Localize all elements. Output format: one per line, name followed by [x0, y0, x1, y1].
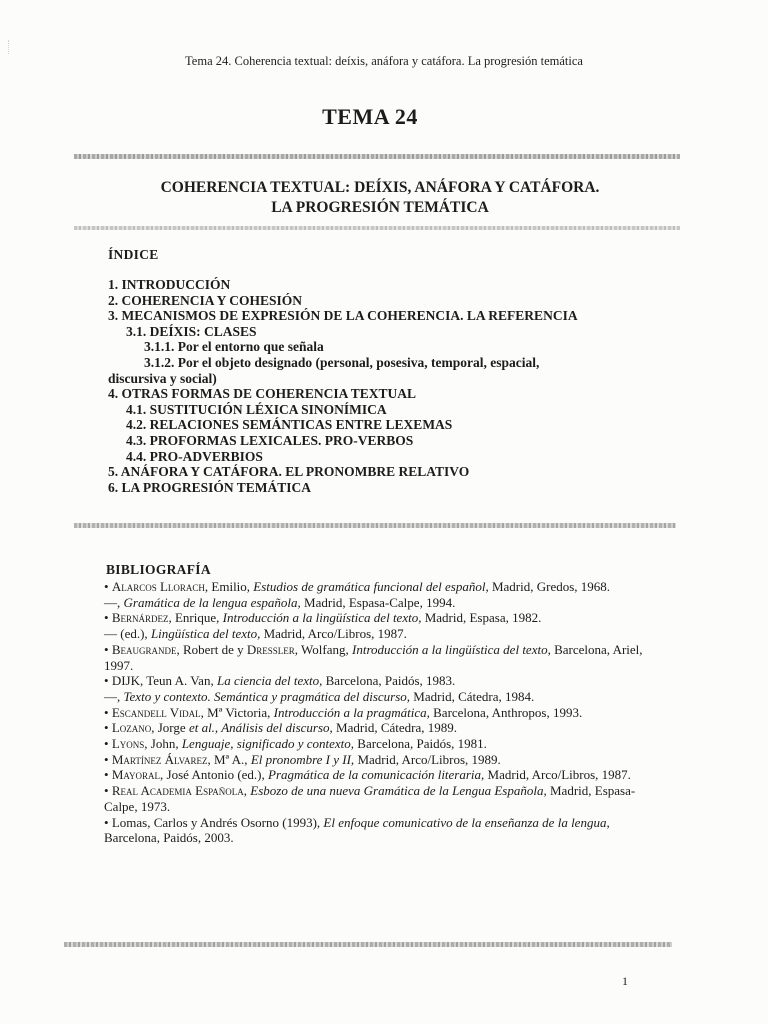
indice-heading: ÍNDICE — [108, 247, 159, 262]
entry-publisher: Barcelona, Anthropos, 1993. — [429, 704, 583, 720]
toc-item: 5. ANÁFORA Y CATÁFORA. EL PRONOMBRE RELATIVO — [108, 464, 470, 480]
entry-text: , Mª Victoria, — [200, 704, 274, 720]
bibliography-entry — [104, 752, 660, 768]
divider-rule — [74, 523, 676, 528]
entry-author: Dressler — [246, 641, 295, 657]
entry-publisher: Barcelona, Paidós, 1981. — [354, 736, 487, 752]
entry-publisher: Madrid, Arco/Libros, 1987. — [260, 626, 407, 642]
bibliography-entry — [104, 610, 660, 626]
entry-publisher: Madrid, Cátedra, 1984. — [410, 688, 535, 704]
entry-lead: • — [104, 579, 112, 594]
bibliography-entry — [104, 626, 660, 642]
main-heading — [80, 178, 680, 218]
entry-text: , Robert de y — [176, 641, 247, 657]
running-head: Tema 24. Coherencia textual: deíxis, anáfora y catáfora. La progresión temática — [185, 54, 583, 68]
bibliografia-heading: BIBLIOGRAFÍA — [106, 562, 211, 577]
page-number: 1 — [622, 974, 628, 988]
bibliography-entry — [104, 767, 660, 783]
entry-title: Gramática de la lengua española, — [123, 594, 301, 610]
entry-title: Estudios de gramática funcional del español, — [253, 579, 489, 594]
entry-lead: • — [104, 767, 112, 783]
bibliography-entry — [104, 705, 660, 721]
entry-text: , Jorge — [151, 720, 189, 736]
entry-text: , Emilio, — [204, 579, 254, 594]
entry-text: Lomas, Carlos y Andrés Osorno (1993), — [111, 814, 324, 830]
toc-item: 4.4. PRO-ADVERBIOS — [126, 448, 263, 464]
bibliography-entry — [104, 720, 660, 736]
entry-publisher: Barcelona, Paidós, 1983. — [322, 673, 456, 689]
bibliography-entry — [104, 815, 660, 846]
divider-rule — [64, 942, 672, 947]
entry-title: Pragmática de la comunicación literaria, — [268, 767, 485, 783]
entry-author: Martínez Álvarez — [111, 751, 208, 767]
entry-lead: —, — [104, 594, 124, 610]
table-of-contents — [108, 277, 678, 495]
entry-title: Esbozo de una nueva Gramática de la Lengua Española, — [250, 783, 547, 799]
entry-lead: • — [104, 641, 112, 657]
bibliography-entry — [104, 579, 660, 595]
bibliography-entry — [104, 595, 660, 611]
divider-rule — [74, 154, 680, 159]
entry-lead: — (ed.), — [104, 626, 151, 642]
entry-lead: • — [104, 736, 112, 752]
entry-text: , Enrique, — [168, 610, 223, 626]
entry-title: El enfoque comunicativo de la enseñanza de la lengua, — [323, 814, 610, 830]
scan-artifact — [8, 40, 17, 54]
entry-text: , Wolfang, — [294, 641, 353, 657]
entry-author: Mayoral — [111, 767, 161, 783]
entry-author: Real Academia Española — [111, 783, 244, 799]
entry-author: DIJK — [111, 673, 140, 689]
tema-title: TEMA 24 — [322, 104, 418, 129]
divider-rule — [74, 226, 680, 230]
toc-item: 2. COHERENCIA Y COHESIÓN — [108, 292, 303, 308]
entry-publisher: Madrid, Cátedra, 1989. — [332, 720, 457, 736]
entry-publisher: Madrid, Espasa-Calpe, 1973. — [104, 783, 636, 814]
entry-lead: • — [104, 610, 112, 626]
entry-author: Lozano — [111, 720, 152, 736]
toc-item: 4. OTRAS FORMAS DE COHERENCIA TEXTUAL — [108, 386, 417, 402]
bibliography-list — [104, 579, 660, 846]
bibliography-entry — [104, 642, 660, 673]
entry-lead: • — [104, 783, 112, 799]
entry-publisher: Madrid, Espasa, 1982. — [421, 610, 542, 626]
entry-publisher: Barcelona, Paidós, 2003. — [104, 830, 234, 846]
entry-title: Introducción a la lingüística del texto, — [352, 641, 551, 657]
bibliography-entry — [104, 736, 660, 752]
bibliography-entry — [104, 783, 660, 814]
toc-item-continuation: discursiva y social) — [108, 370, 217, 386]
toc-item: 3.1.2. Por el objeto designado (personal, posesiva, temporal, espacial, — [144, 354, 540, 370]
entry-text: , José Antonio (ed.), — [160, 767, 269, 783]
toc-item: 3.1. DEÍXIS: CLASES — [126, 323, 257, 339]
entry-lead: • — [104, 673, 112, 689]
entry-title: La ciencia del texto, — [216, 673, 323, 689]
toc-item: 3.1.1. Por el entorno que señala — [144, 339, 324, 355]
toc-item: 1. INTRODUCCIÓN — [108, 277, 231, 292]
entry-author: Lyons — [111, 736, 145, 752]
entry-lead: • — [104, 751, 112, 767]
entry-lead: • — [104, 720, 112, 736]
entry-text: , Teun A. Van, — [139, 673, 217, 689]
toc-item: 4.3. PROFORMAS LEXICALES. PRO-VERBOS — [126, 432, 414, 448]
entry-lead: • — [104, 704, 112, 720]
main-heading-line-2: LA PROGRESIÓN TEMÁTICA — [271, 199, 489, 216]
entry-publisher: Barcelona, Ariel, 1997. — [104, 641, 643, 673]
entry-title: Introducción a la pragmática, — [273, 704, 430, 720]
toc-item: 6. LA PROGRESIÓN TEMÁTICA — [108, 479, 312, 495]
entry-title: Introducción a la lingüística del texto, — [222, 610, 422, 626]
entry-publisher: Madrid, Arco/Libros, 1987. — [484, 767, 631, 783]
toc-item: 3. MECANISMOS DE EXPRESIÓN DE LA COHERENCIA. LA REFERENCIA — [108, 308, 578, 324]
entry-title: El pronombre I y II, — [250, 751, 355, 767]
bibliography-entry — [104, 689, 660, 705]
entry-author: Bernárdez — [111, 610, 169, 626]
entry-title: Lingüística del texto, — [150, 626, 261, 642]
toc-item: 4.2. RELACIONES SEMÁNTICAS ENTRE LEXEMAS — [126, 417, 453, 433]
entry-lead: • — [104, 814, 112, 830]
main-heading-line-1: COHERENCIA TEXTUAL: DEÍXIS, ANÁFORA Y CATÁFORA. — [160, 179, 600, 196]
entry-title: Lenguaje, significado y contexto, — [181, 736, 355, 752]
entry-text: , John, — [144, 736, 182, 752]
entry-publisher: Madrid, Gredos, 1968. — [488, 579, 611, 594]
toc-item: 4.1. SUSTITUCIÓN LÉXICA SINONÍMICA — [126, 401, 387, 417]
entry-author: Beaugrande — [111, 641, 177, 657]
entry-author: Escandell Vidal — [111, 704, 201, 720]
entry-text: , — [243, 783, 251, 799]
entry-title: et al., Análisis del discurso, — [188, 720, 333, 736]
bibliography-entry — [104, 673, 660, 689]
entry-title: Texto y contexto. Semántica y pragmática del discurso, — [123, 688, 411, 704]
entry-publisher: Madrid, Arco/Libros, 1989. — [354, 751, 501, 767]
entry-publisher: Madrid, Espasa-Calpe, 1994. — [300, 594, 456, 610]
entry-author: Alarcos Llorach — [111, 579, 205, 594]
entry-lead: —, — [104, 688, 124, 704]
entry-text: , Mª A., — [207, 751, 251, 767]
